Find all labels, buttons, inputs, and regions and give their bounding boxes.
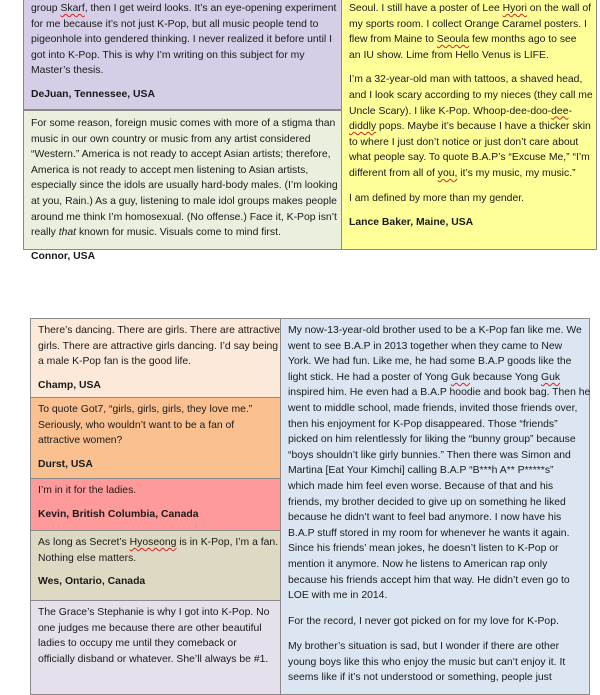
quote-author: Wes, Ontario, Canada	[38, 576, 146, 588]
text-line: LOE with me in 2014.	[288, 590, 388, 602]
text-line: I’m a 32-year-old man with tattoos, a shaved head,	[349, 74, 583, 86]
text-line: especially since the idols are usually hard-body males. (I’m looking	[31, 180, 338, 192]
text-line: Seriously, who wouldn’t want to be a fan of	[38, 419, 235, 431]
text-line: an IU show. Lime from Hello Venus is LIFE.	[349, 49, 549, 61]
text-line: because his friends accept him that way. He didn’t even go to	[288, 574, 570, 586]
text-line: officially disband or whatever. She’ll always be #1.	[38, 653, 269, 665]
text-line: around me think I’m homosexual. (No offense.) Face it, K-Pop isn’t	[31, 211, 337, 223]
text-line: for me because it’s not just K-Pop, but all music people tend to	[31, 18, 319, 30]
text-line: light stick. He had a poster of Yong Guk because Yong Guk	[288, 371, 561, 383]
text-line: music in our own country or music from any artist considered	[31, 133, 311, 145]
text-line: Nothing else matters.	[38, 552, 137, 564]
text-line: York. We had fun. Like me, he had some B.A.P goods like the	[288, 356, 572, 368]
text-line: Uncle Scary). I like K-Pop. Whoop-dee-doo-dee-	[349, 105, 572, 117]
text-line: my sports room. I collect Orange Caramel posters. I	[349, 18, 587, 30]
text-line: went to see B.A.P in 2013 together when they came to New	[288, 340, 563, 352]
quote-text: For the record, I never got picked on for my love for K-Pop.	[288, 615, 559, 627]
text-line: and I look scary according to my nieces (they call me	[349, 89, 593, 101]
quote-box-durst	[30, 397, 281, 479]
text-line: seems like if it’s not understood or something, people just	[288, 672, 552, 684]
quote-box-connor	[23, 110, 342, 262]
quote-author: Champ, USA	[38, 379, 101, 391]
text-line: ladies to occupy me until they comeback or	[38, 638, 237, 650]
quote-text	[288, 323, 591, 604]
text-line: went to middle school, made friends, invited those friends over,	[288, 402, 578, 414]
text-line: My now-13-year-old brother used to be a K-Pop fan like me. We	[288, 325, 582, 336]
text-line: a male K-Pop fan is the good life.	[38, 356, 192, 368]
text-line: America is not ready to accept men listening to Asian artists,	[31, 164, 309, 176]
text-line: Seoul. I still have a poster of Lee Hyori on the wall of	[349, 3, 592, 14]
quote-text	[31, 116, 338, 241]
text-line: There’s dancing. There are girls. There are attractive	[38, 325, 280, 336]
quote-author: Kevin, British Columbia, Canada	[38, 508, 199, 520]
text-line: flew from Maine to Seoula few months ago to see	[349, 34, 577, 46]
quote-author: Connor, USA	[31, 250, 96, 262]
text-line: To quote Got7, “girls, girls, girls, they love me.”	[38, 404, 253, 415]
quote-author: Durst, USA	[38, 458, 93, 470]
text-line: to where I just don’t notice or just don’t care about	[349, 136, 579, 148]
text-line: really that known for music. Visuals come to mind first.	[31, 227, 281, 239]
text-line: what people say. To quote B.A.P’s “Excuse Me,” “I’m	[349, 152, 590, 164]
text-line: “boys shouldn’t like girly bunnies.” Then there was Simon and	[288, 449, 571, 461]
quote-text	[288, 639, 582, 686]
quote-box-kevin	[30, 478, 281, 531]
text-line: attractive women?	[38, 435, 123, 447]
text-line: pigeonhole into gendered thinking. I never realized it before until I	[31, 34, 332, 46]
quote-text: I am defined by more than my gender.	[349, 192, 525, 204]
quote-box-lance	[341, 0, 597, 250]
text-line: at you, Rain.) As a guy, listening to male idol groups makes people	[31, 195, 337, 207]
text-line: Master’s thesis.	[31, 65, 104, 77]
text-line: picked on him relentlessly for liking the “bunny group” because	[288, 434, 576, 446]
text-line: one judges me because there are other beautiful	[38, 622, 262, 634]
text-line: group Skarf, then I get weird looks. It’s an eye-opening experiment	[31, 3, 337, 14]
text-line: The Grace’s Stephanie is why I got into K-Pop. No	[38, 607, 270, 618]
text-line: friends, my brother decided to give up on something he liked	[288, 496, 566, 508]
quote-box-champ	[30, 318, 281, 398]
text-line: diddly pops. Maybe it’s because I have a thicker skin	[349, 121, 591, 133]
text-line: because he didn’t want to feel bad anymore. I now have his	[288, 512, 562, 524]
quote-author: Lance Baker, Maine, USA	[349, 217, 474, 229]
text-line: Since his friends’ mean jokes, he doesn’t listen to K-Pop or	[288, 543, 559, 555]
quote-text	[31, 1, 337, 79]
text-line: then his enjoyment for K-Pop disappeared. Those “friends”	[288, 418, 558, 430]
quote-box-grace	[30, 600, 281, 695]
quote-box-brother	[280, 318, 590, 695]
text-line: My brother’s situation is sad, but I wonder if there are other	[288, 641, 560, 653]
quote-text	[349, 72, 593, 181]
text-line: inspired him. He even had a B.A.P hoodie and book bag. Then he	[288, 387, 591, 399]
text-line: I’m in it for the ladies.	[38, 485, 137, 496]
text-line: Martina [Eat Your Kimchi] calling B.A.P “B***h A** P*****s”	[288, 465, 554, 477]
text-line: which made him feel even worse. Because of that and his	[288, 480, 554, 492]
quote-text	[349, 1, 592, 63]
text-line: For some reason, foreign music comes with more of a stigma than	[31, 118, 336, 129]
text-line: As long as Secret’s Hyoseong is in K-Pop, I’m a fan.	[38, 537, 279, 548]
text-line: B.A.P stuff stored in my room for whenever he wants it again.	[288, 527, 570, 539]
quote-box-wes	[30, 530, 281, 601]
quote-author: DeJuan, Tennessee, USA	[31, 88, 155, 100]
text-line: mention it anymore. Now he listens to American rap only	[288, 558, 548, 570]
text-line: got into K-Pop. This is why I’m writing on this subject for my	[31, 49, 305, 61]
text-line: “Western.” America is not ready to accept Asian artists; therefore,	[31, 149, 331, 161]
text-line: different from all of you, it’s my music, my music.”	[349, 167, 576, 179]
text-line: young boys like this who enjoy the music but can’t enjoy it. It	[288, 656, 566, 668]
quote-box-dejuan	[23, 0, 342, 110]
text-line: girls. There are attractive girls dancing. I’d say being	[38, 340, 279, 352]
